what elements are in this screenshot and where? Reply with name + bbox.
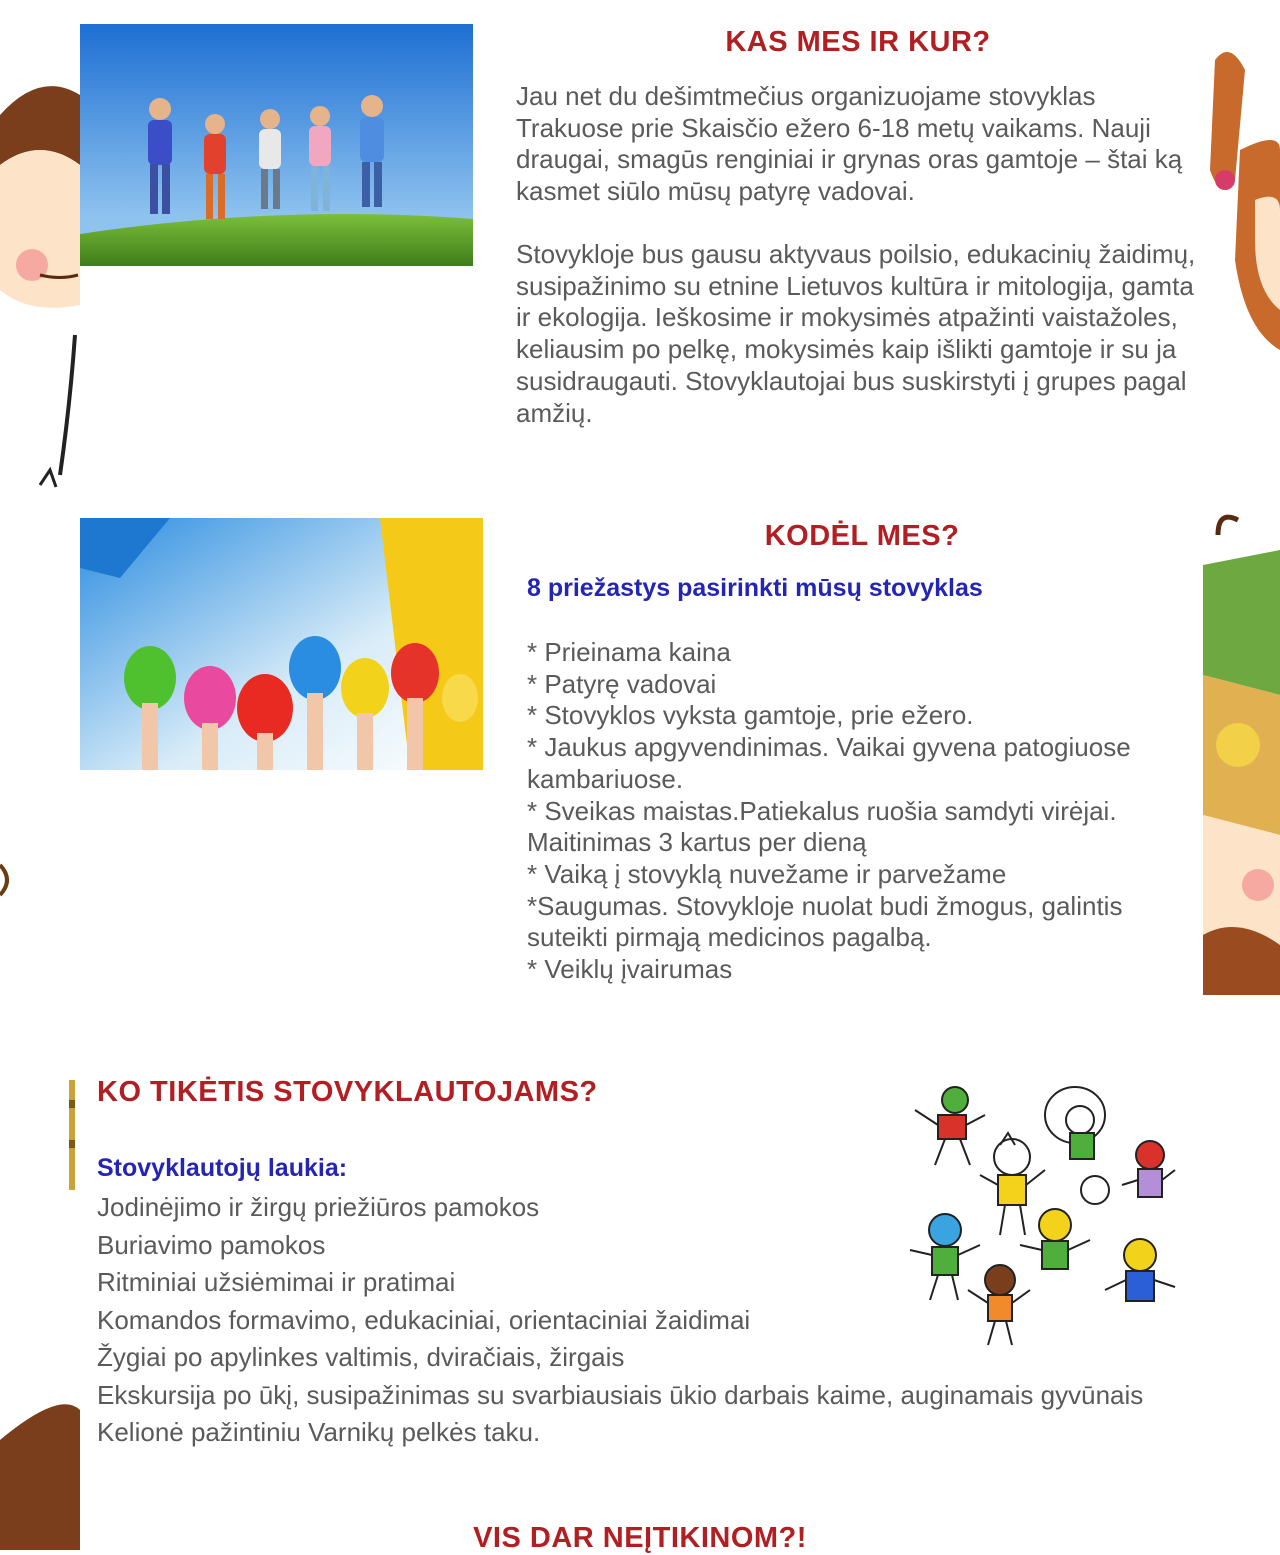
section-heading-why-us: KODĖL MES? [764,520,960,552]
cartoon-kids-playing-illustration [900,1075,1185,1355]
cartoon-edge-left-stripe-decoration [66,1080,78,1190]
activity-item: Ritminiai užsiėmimai ir pratimai [97,1267,456,1297]
activity-item: Ekskursija po ūkį, susipažinimas su svarbiausiais ūkio darbais kaime, auginamais gyvūnais [97,1379,1144,1410]
cartoon-girl-right-decoration [1195,40,1280,360]
reason-item: * Sveikas maistas.Patiekalus ruošia samdyti virėjai. Maitinimas 3 kartus per dieną [527,795,1117,858]
cartoon-edge-left-bottom-decoration [0,1400,80,1550]
cartoon-boy-left-decoration [0,75,90,515]
cartoon-edge-left-small-decoration [0,860,14,900]
section-heading-who-where: KAS MES IR KUR? [725,26,991,58]
cartoon-kid-hat-right-decoration [1198,505,1280,995]
reason-item: * Jaukus apgyvendinimas. Vaikai gyvena patogiuose kambariuose. [527,732,1131,794]
activity-item: Kelionė pažintiniu Varnikų pelkės taku. [97,1417,541,1447]
reasons-list [527,637,1197,986]
reason-item: * Stovyklos vyksta gamtoje, prie ežero. [527,700,974,731]
reason-item: * Veiklų įvairumas [527,954,733,985]
reasons-subheading: 8 priežastys pasirinkti mūsų stovyklas [527,574,983,602]
reason-item: * Patyrę vadovai [527,668,717,699]
reason-item: * Prieinama kaina [527,637,731,667]
about-paragraph-1: Jau net du dešimtmečius organizuojame stovyklas Trakuose prie Skaisčio ežero 6-18 metų vaikams. Nauji draugai, smagūs renginiai ir grynas oras gamtoje – štai ką kasmet siūlo mūsų patyrę vadovai. [516,81,1183,207]
painted-hands-photo [80,518,483,770]
activity-item: Jodinėjimo ir žirgų priežiūros pamokos [97,1192,540,1222]
reason-item: * Vaiką į stovyklą nuvežame ir parvežame [527,858,1007,889]
activities-subheading: Stovyklautojų laukia: [97,1154,348,1182]
activity-item: Komandos formavimo, edukaciniai, orientaciniai žaidimai [97,1304,751,1335]
activity-item: Buriavimo pamokos [97,1229,326,1260]
section-heading-what-to-expect: KO TIKĖTIS STOVYKLAUTOJAMS? [97,1076,598,1108]
about-paragraph-2: Stovykloje bus gausu aktyvaus poilsio, edukacinių žaidimų, susipažinimo su etnine Lietuvos kultūra ir mitologija, gamta ir ekologija. Ieškosime ir mokysimės atpažinti vaistažoles, keliausim po pelkę, mokysimės kaip išlikti gamtoje ir su ja susidraugauti. Stovyklautojai bus suskirstyti į grupes pagal amžių. [516,239,1196,428]
kids-jumping-photo [80,24,473,266]
section-heading-not-convinced: VIS DAR NEĮTIKINOM?! [473,1522,807,1554]
activity-item: Žygiai po apylinkes valtimis, dviračiais, žirgais [97,1342,625,1372]
reason-item: *Saugumas. Stovykloje nuolat budi žmogus, galintis suteikti pirmąją medicinos pagalbą. [527,890,1123,953]
